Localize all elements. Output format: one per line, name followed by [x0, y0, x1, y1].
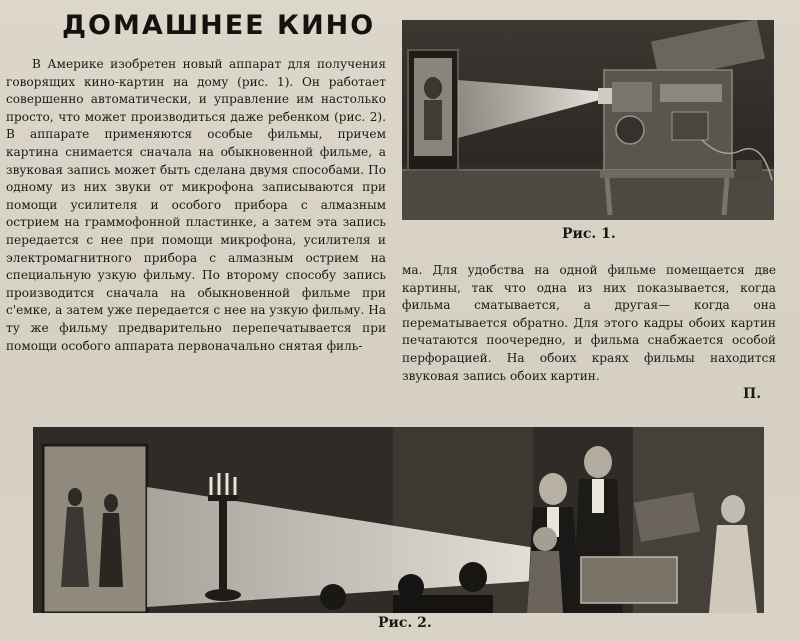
home-cinema-scene-illustration: [33, 427, 764, 613]
article-title: ДОМАШНЕЕ КИНО: [62, 10, 376, 41]
article-right-column: [402, 262, 776, 385]
figure-2-caption: Рис. 2.: [378, 615, 432, 631]
figure-1-image: [402, 20, 774, 220]
article-body-right: ма. Для удобства на одной фильме помещается две картины, так что одна из них показывается, когда фильма сматывается, а другая— когда она перематывается обратно. Для этого кадры обоих картин печатаются поочередно, и фильма снабжается особой перфорацией. На обоих краях фильмы находится звуковая запись обоих картин.: [402, 263, 776, 383]
author-signature: П.: [743, 386, 762, 402]
figure-2-image: [33, 427, 764, 613]
home-projector-illustration: [402, 20, 774, 220]
figure-1-caption: Рис. 1.: [562, 226, 616, 242]
article-body-left: В Америке изобретен новый аппарат для получения говорящих кино-картин на дому (рис. 1). Он работает совершенно автоматически, и управление им настолько просто, что может производиться даже ребенком (рис. 2). В аппарате применяются особые фильмы, причем картина снимается сначала на обыкновенной фильме, а звуковая запись может быть сделана двумя способами. По одному из них звуки от микрофона записываются при помощи усилителя и особого прибора с алмазным острием на граммофонной пластинке, а затем эта запись передается с нее при помощи микрофона, усилителя и электромагнитного прибора с алмазным острием на специальную узкую фильму. По второму способу запись производится сначала на обыкновенной фильме при с'емке, а затем уже передается с нее на узкую фильму. На ту же фильму предварительно перепечатывается при помощи особого аппарата первоначально снятая филь-: [6, 57, 386, 353]
article-left-column: [6, 56, 386, 355]
